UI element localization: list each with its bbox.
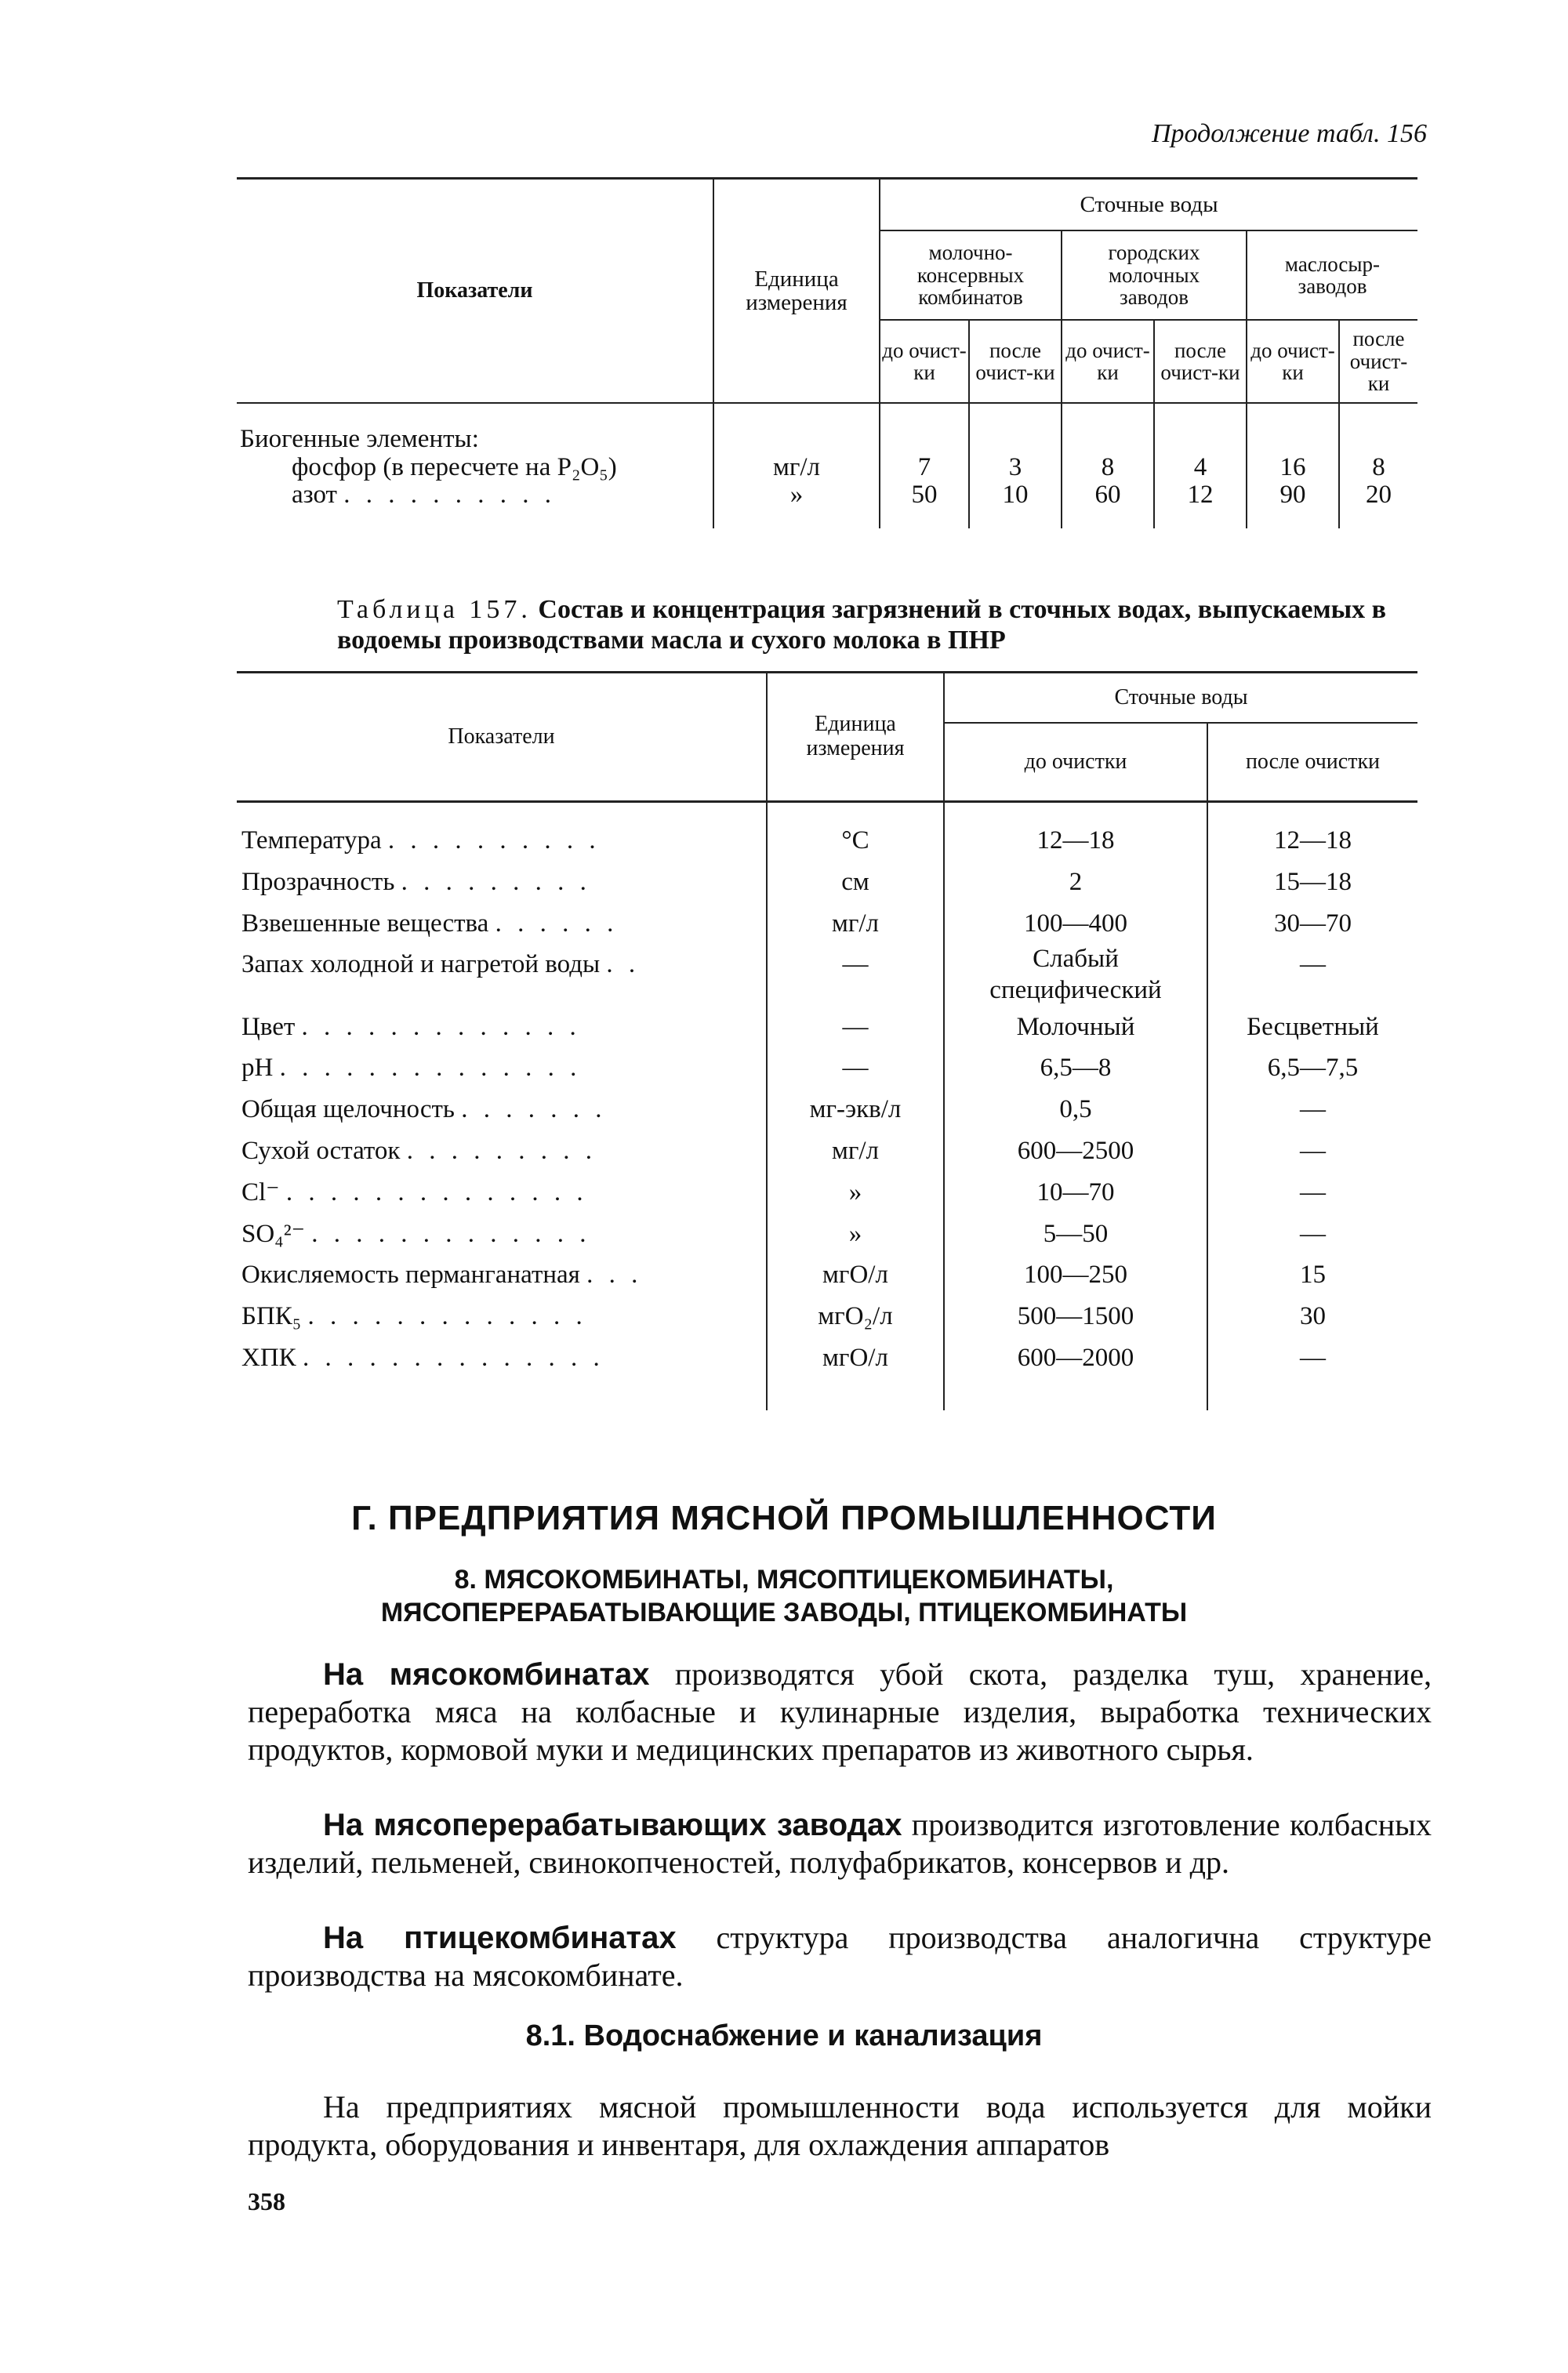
- t156-after-2: после очист-ки: [1154, 320, 1247, 403]
- t157-row-dots: . .: [606, 950, 641, 979]
- t157-row-dots: . . . . . . .: [461, 1095, 607, 1124]
- t157-cell-before: 10—70: [944, 1172, 1207, 1214]
- t157-cell-after: 15: [1207, 1254, 1417, 1296]
- t156-cell: 12: [1154, 481, 1247, 528]
- t156-header-unit: Единица измерения: [713, 179, 880, 404]
- table-row: [237, 1214, 1417, 1255]
- t157-row-dots: . . . . . . . . . . . . .: [311, 1219, 591, 1248]
- t157-row-unit: мгО/л: [767, 1337, 944, 1410]
- t157-cell-after: 15—18: [1207, 862, 1417, 903]
- table-row: [237, 903, 1417, 945]
- table-row: [237, 1130, 1417, 1172]
- t157-cell-before: 2: [944, 862, 1207, 903]
- subsection-title: 8.1. Водоснабжение и канализация: [525, 2019, 1043, 2052]
- table-row: [237, 944, 1417, 1006]
- t156-row-dots: . . . . . . . . . .: [343, 481, 556, 510]
- t156-before-2: до очист-ки: [1062, 320, 1154, 403]
- t157-header-unit: Единица измерения: [767, 673, 944, 802]
- table-row: [237, 1296, 1417, 1337]
- t157-row-label: SO₄²⁻: [241, 1219, 306, 1248]
- table-157: [237, 671, 1417, 1410]
- t157-row-label: ХПК: [241, 1343, 296, 1372]
- t157-row-label: Цвет: [241, 1012, 296, 1041]
- t157-row-unit: см: [767, 862, 944, 903]
- t157-cell-before: 600—2500: [944, 1130, 1207, 1172]
- t156-header-indicators: Показатели: [237, 179, 713, 404]
- t156-subgroup-1: молочно-консервных комбинатов: [880, 230, 1062, 320]
- t156-cell: 7: [880, 454, 969, 482]
- t157-row-dots: . . . . . . . . .: [406, 1136, 597, 1165]
- table-row: [237, 1007, 1417, 1048]
- table-row: [237, 403, 1417, 454]
- t156-cell: 50: [880, 481, 969, 528]
- t157-row-label: Взвешенные вещества: [241, 909, 489, 938]
- t156-cell: 16: [1247, 454, 1339, 482]
- paragraph-meat-plants: [248, 1656, 1432, 1769]
- t157-cell-before: 0,5: [944, 1089, 1207, 1130]
- t157-row-dots: . . . . . . . . .: [401, 867, 591, 896]
- t157-row-unit: —: [767, 944, 944, 1006]
- t156-header-wastewater: Сточные воды: [880, 179, 1417, 231]
- section-8-title-line2: МЯСОПЕРЕРАБАТЫВАЮЩИЕ ЗАВОДЫ, ПТИЦЕКОМБИНАТЫ: [380, 1598, 1188, 1627]
- t157-row-unit: мг/л: [767, 1130, 944, 1172]
- t157-cell-before: 100—250: [944, 1254, 1207, 1296]
- paragraph-lead: На мясоперерабатывающих заводах: [323, 1808, 902, 1842]
- table-row: [237, 454, 1417, 482]
- section-g-title: Г. ПРЕДПРИЯТИЯ МЯСНОЙ ПРОМЫШЛЕННОСТИ: [351, 1499, 1217, 1537]
- t157-row-dots: . . . . . . . . . . . . . .: [279, 1054, 582, 1083]
- t157-cell-before: 6,5—8: [944, 1047, 1207, 1089]
- t156-subgroup-2: городских молочных заводов: [1062, 230, 1247, 320]
- paragraph-lead: На птицекомбинатах: [323, 1921, 677, 1955]
- t157-row-label: Сухой остаток: [241, 1136, 401, 1165]
- t157-cell-after: —: [1207, 1214, 1417, 1255]
- t157-row-label: Запах холодной и нагретой воды: [241, 950, 601, 979]
- t157-cell-before: 12—18: [944, 802, 1207, 862]
- t157-row-unit: мг-экв/л: [767, 1089, 944, 1130]
- t156-cell: 20: [1339, 481, 1417, 528]
- t156-cell: 8: [1062, 454, 1154, 482]
- t157-row-dots: . . . . . . . . . .: [387, 826, 601, 854]
- t157-row-label: Cl⁻: [241, 1177, 280, 1206]
- t157-row-unit: мгО/л: [767, 1254, 944, 1296]
- t156-cell: 8: [1339, 454, 1417, 482]
- t156-cell: 90: [1247, 481, 1339, 528]
- t157-row-dots: . . . . . . . . . . . . . .: [302, 1343, 604, 1372]
- t157-row-label: pH: [241, 1054, 274, 1083]
- t157-row-unit: мг/л: [767, 903, 944, 945]
- t157-cell-before: 5—50: [944, 1214, 1207, 1255]
- t157-cell-before: Молочный: [944, 1007, 1207, 1048]
- paragraph-meat-processing: [248, 1806, 1432, 1881]
- t157-cell-after: —: [1207, 1337, 1417, 1410]
- t157-cell-before: 500—1500: [944, 1296, 1207, 1337]
- table-row: [237, 1089, 1417, 1130]
- t157-header-after: после очистки: [1207, 723, 1417, 802]
- table-157-number: Таблица 157.: [337, 595, 532, 624]
- t157-cell-before: 100—400: [944, 903, 1207, 945]
- t157-cell-after: 30—70: [1207, 903, 1417, 945]
- t157-cell-after: 12—18: [1207, 802, 1417, 862]
- paragraph-text: производятся убой скота, разделка туш, хранение, переработка мяса на колбасные и кулинарные изделия, выработка технических продуктов, кормовой муки и медицинских препаратов из животного сырья.: [248, 1656, 1432, 1767]
- t157-row-dots: . . . . . .: [495, 909, 619, 938]
- t157-row-label: БПК₅: [241, 1302, 302, 1331]
- table-row: [237, 1047, 1417, 1089]
- t157-row-unit: —: [767, 1047, 944, 1089]
- table-row: [237, 1337, 1417, 1410]
- t157-cell-after: 6,5—7,5: [1207, 1047, 1417, 1089]
- t157-row-label: Общая щелочность: [241, 1095, 455, 1124]
- t157-row-label: Прозрачность: [241, 867, 395, 896]
- t156-after-3: после очист-ки: [1339, 320, 1417, 403]
- t156-cell: 60: [1062, 481, 1154, 528]
- t156-row-label: Биогенные элементы:: [240, 425, 479, 453]
- t157-row-unit: —: [767, 1007, 944, 1048]
- t156-row-unit: мг/л: [713, 454, 880, 482]
- t156-before-1: до очист-ки: [880, 320, 969, 403]
- paragraph-text: структура производства аналогична структуре производства на мясокомбинате.: [248, 1920, 1432, 1993]
- table-row: [237, 1254, 1417, 1296]
- t157-row-unit: мгО₂/л: [767, 1296, 944, 1337]
- table-156: [237, 177, 1417, 528]
- t156-after-1: после очист-ки: [969, 320, 1062, 403]
- table-row: [237, 862, 1417, 903]
- t156-row-unit: »: [713, 481, 880, 528]
- table-continuation-caption: Продолжение табл. 156: [1151, 119, 1427, 148]
- table-157-title: [337, 594, 1419, 655]
- t157-header-before: до очистки: [944, 723, 1207, 802]
- t157-header-wastewater: Сточные воды: [944, 673, 1417, 724]
- t156-row-label: фосфор (в пересчете на P₂O₅): [292, 452, 617, 481]
- t157-cell-after: —: [1207, 1172, 1417, 1214]
- paragraph-lead: На мясокомбинатах: [323, 1657, 650, 1692]
- t156-cell: 4: [1154, 454, 1247, 482]
- table-row: [237, 481, 1417, 528]
- t157-cell-after: Бесцветный: [1207, 1007, 1417, 1048]
- t157-cell-before: 600—2000: [944, 1337, 1207, 1410]
- table-row: [237, 802, 1417, 862]
- t157-row-unit: »: [767, 1172, 944, 1214]
- t157-row-label: Температура: [241, 826, 382, 854]
- t157-row-label: Окисляемость перманганатная: [241, 1261, 580, 1290]
- table-row: [237, 1172, 1417, 1214]
- t156-subgroup-3: маслосыр-заводов: [1247, 230, 1417, 320]
- section-8-title-line1: 8. МЯСОКОМБИНАТЫ, МЯСОПТИЦЕКОМБИНАТЫ,: [454, 1565, 1114, 1595]
- paragraph-water-use: На предприятиях мясной промышленности вода используется для мойки продукта, оборудования и инвентаря, для охлаждения аппаратов: [248, 2089, 1432, 2162]
- t157-cell-before: Слабый специфический: [944, 944, 1207, 1006]
- page-number: 358: [248, 2187, 285, 2215]
- paragraph-text: производится изготовление колбасных изделий, пельменей, свинокопченостей, полуфабрикатов, консервов и др.: [248, 1807, 1432, 1880]
- t156-cell: 10: [969, 481, 1062, 528]
- t156-cell: 3: [969, 454, 1062, 482]
- t157-cell-after: —: [1207, 1089, 1417, 1130]
- t156-row-label: азот: [292, 481, 337, 510]
- t157-cell-after: —: [1207, 1130, 1417, 1172]
- t157-row-dots: . . . . . . . . . . . . .: [301, 1012, 581, 1041]
- t157-cell-after: —: [1207, 944, 1417, 1006]
- t157-row-unit: »: [767, 1214, 944, 1255]
- t157-cell-after: 30: [1207, 1296, 1417, 1337]
- t157-row-dots: . . .: [586, 1261, 643, 1290]
- t157-row-unit: °С: [767, 802, 944, 862]
- paragraph-poultry: [248, 1919, 1432, 1994]
- t156-before-3: до очист-ки: [1247, 320, 1339, 403]
- t157-header-indicators: Показатели: [237, 673, 767, 802]
- t157-row-dots: . . . . . . . . . . . . . .: [285, 1177, 588, 1206]
- table-157-caption: Состав и концентрация загрязнений в сточных водах, выпускаемых в водоемы производствами масла и сухого молока в ПНР: [337, 595, 1387, 655]
- t157-row-dots: . . . . . . . . . . . . .: [307, 1302, 587, 1331]
